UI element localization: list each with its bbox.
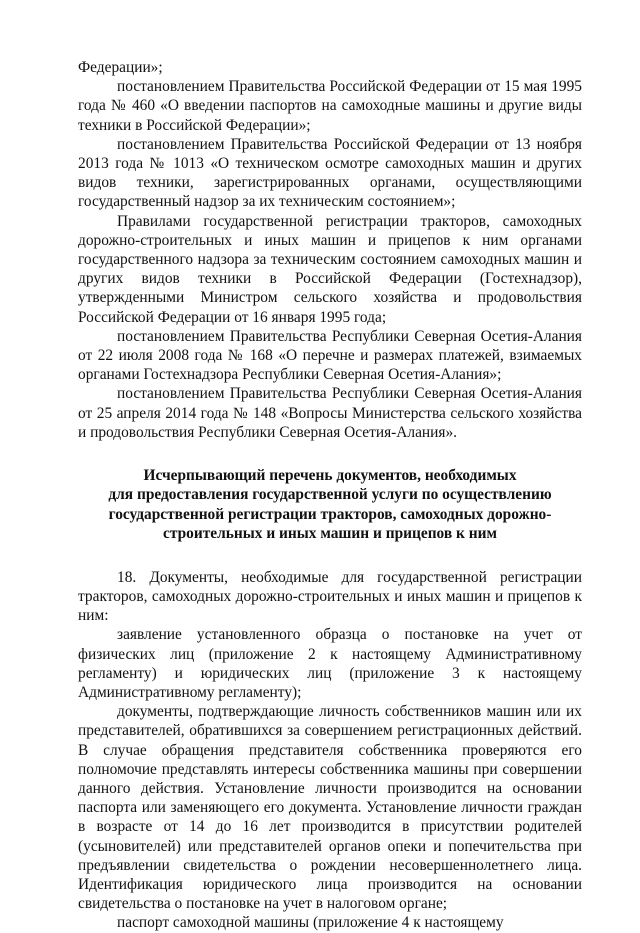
heading-line: для предоставления государственной услуги по осуществлению — [108, 486, 552, 504]
paragraph: заявление установленного образца о постановке на учет от физических лиц (приложение 2 к настоящему Административному регламенту) и юридических лиц (приложение 3 к настоящему Административному регламенту); — [78, 626, 582, 701]
section-heading — [78, 466, 582, 544]
heading-line: Исчерпывающий перечень документов, необходимых — [143, 467, 517, 485]
paragraph: постановлением Правительства Республики Северная Осетия-Алания от 22 июля 2008 года № 168 «О перечне и размерах платежей, взимаемых органами Гостехнадзора Республики Северная Осетия-Алания»; — [78, 327, 582, 384]
document-page — [78, 58, 582, 933]
paragraph: Федерации»; — [78, 59, 163, 76]
paragraph: постановлением Правительства Республики Северная Осетия-Алания от 25 апреля 2014 года № 148 «Вопросы Министерства сельского хозяйства и продовольствия Республики Северная Осетия-Алания». — [78, 385, 582, 441]
paragraph: 18. Документы, необходимые для государственной регистрации тракторов, самоходных дорожно-строительных и иных машин и прицепов к ним: — [78, 568, 582, 625]
bottom-paragraphs — [78, 568, 582, 933]
heading-line: строительных и иных машин и прицепов к ним — [163, 525, 497, 543]
paragraph: постановлением Правительства Российской Федерации от 13 ноября 2013 года № 1013 «О техническом осмотре самоходных машин и других видов техники, зарегистрированных органами, осуществляющими государственный надзор за их техническим состоянием»; — [78, 135, 582, 211]
paragraph: Правилами государственной регистрации тракторов, самоходных дорожно-строительных и иных машин и прицепов к ним органами государственного надзора за техническим состоянием самоходных машин и других видов техники в Российской Федерации (Гостехнадзор), утвержденными Министром сельского хозяйства и продовольствия Российской Федерации от 16 января 1995 года; — [78, 212, 582, 326]
paragraph: постановлением Правительства Российской Федерации от 15 мая 1995 года № 460 «О введении паспортов на самоходные машины и другие виды техники в Российской Федерации»; — [78, 78, 582, 134]
paragraph: документы, подтверждающие личность собственников машин или их представителей, обратившихся за совершением регистрационных действий. В случае обращения представителя собственника проверяются его полномочие представлять интересы собственника машины при совершении данного действия. Установление личности производится на основании паспорта или заменяющего его документа. Установление личности граждан в возрасте от 14 до 16 лет производится в присутствии родителей (усыновителей) или представителей органов опеки и попечительства при предъявлении свидетельства о рождении несовершеннолетнего лица. Идентификация юридического лица производится на основании свидетельства о постановке на учет в налоговом органе; — [78, 703, 582, 913]
top-paragraphs — [78, 58, 582, 442]
paragraph: паспорт самоходной машины (приложение 4 к настоящему — [117, 914, 504, 932]
heading-line: государственной регистрации тракторов, самоходных дорожно- — [108, 505, 552, 523]
spacer — [78, 544, 582, 568]
